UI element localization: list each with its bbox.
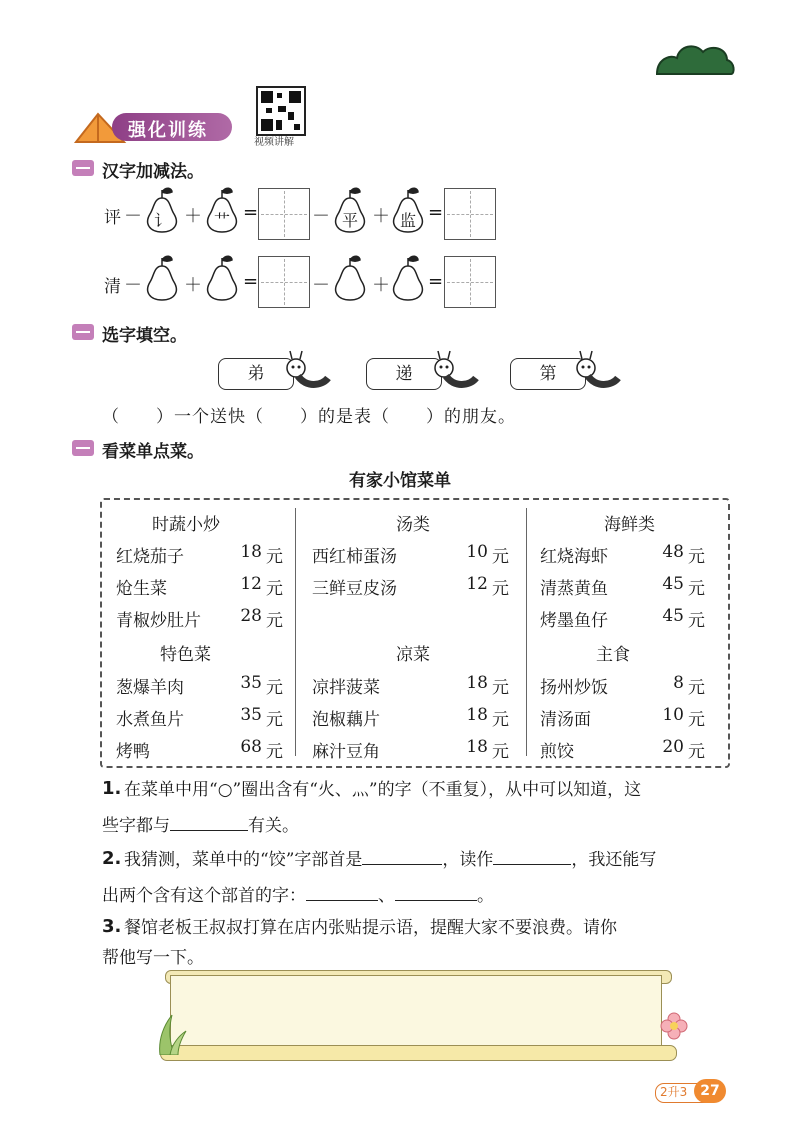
answer-blank[interactable]	[170, 812, 248, 831]
menu-item-price: 68	[240, 737, 262, 757]
menu-heading: 汤类	[396, 515, 430, 535]
qr-code-icon[interactable]	[256, 86, 306, 136]
qr-caption: 视频讲解	[254, 137, 294, 148]
menu-unit: 元	[266, 547, 283, 567]
choice-card[interactable]: 递	[366, 358, 442, 390]
menu-unit: 元	[492, 742, 509, 762]
menu-item-price: 48	[662, 542, 684, 562]
pear-empty[interactable]	[328, 252, 372, 302]
column-divider	[526, 508, 527, 756]
fill-sentence[interactable]: （ ）一个送快（ ）的是表（ ）的朋友。	[102, 407, 516, 427]
bush-decoration-icon	[655, 40, 735, 76]
menu-item-name: 扬州炒饭	[540, 678, 608, 698]
question-number: 1.	[102, 778, 122, 799]
choice-card[interactable]: 弟	[218, 358, 294, 390]
question-2-text-f: 。	[477, 886, 494, 906]
menu-heading: 特色菜	[160, 645, 211, 665]
grass-icon	[150, 1005, 190, 1055]
scroll-bottom-roll	[160, 1045, 677, 1061]
column-divider	[295, 508, 296, 756]
menu-item-price: 35	[240, 673, 262, 693]
pear-empty[interactable]	[140, 252, 184, 302]
menu-item-name: 凉拌菠菜	[312, 678, 380, 698]
answer-blank[interactable]	[306, 882, 378, 901]
menu-item-name: 烤墨鱼仔	[540, 611, 608, 631]
answer-box[interactable]	[258, 256, 310, 308]
menu-item-name: 烤鸭	[116, 742, 150, 762]
menu-item-name: 水煮鱼片	[116, 710, 184, 730]
plus-sign: ＋	[184, 206, 202, 227]
menu-unit: 元	[492, 678, 509, 698]
menu-unit: 元	[688, 710, 705, 730]
menu-item-price: 10	[662, 705, 684, 725]
menu-item-name: 葱爆羊肉	[116, 678, 184, 698]
menu-item-price: 35	[240, 705, 262, 725]
equals-sign: =	[243, 271, 259, 292]
menu-item-name: 炝生菜	[116, 579, 167, 599]
question-2-line-1	[124, 842, 656, 878]
menu-item-name: 红烧茄子	[116, 547, 184, 567]
menu-unit: 元	[266, 611, 283, 631]
menu-item-price: 12	[466, 574, 488, 594]
pear-a-char: 讠	[153, 211, 170, 230]
minus-sign: －	[124, 275, 142, 296]
plus-sign: ＋	[372, 206, 390, 227]
menu-heading: 时蔬小炒	[152, 515, 220, 535]
answer-box[interactable]	[258, 188, 310, 240]
minus-sign: －	[312, 275, 330, 296]
answer-blank[interactable]	[395, 882, 477, 901]
menu-unit: 元	[688, 579, 705, 599]
pear-empty[interactable]	[200, 252, 244, 302]
equals-sign: =	[428, 202, 444, 223]
menu-unit: 元	[266, 710, 283, 730]
menu-item-name: 青椒炒肚片	[116, 611, 201, 631]
minus-sign: －	[312, 206, 330, 227]
question-number: 2.	[102, 848, 122, 869]
page-number: 27	[694, 1079, 726, 1103]
menu-item-price: 12	[240, 574, 262, 594]
menu-item-price: 10	[466, 542, 488, 562]
menu-heading: 海鲜类	[604, 515, 655, 535]
menu-unit: 元	[266, 579, 283, 599]
question-2-line-2	[102, 878, 494, 914]
menu-item-price: 28	[240, 606, 262, 626]
menu-item-name: 红烧海虾	[540, 547, 608, 567]
grade-label: 2升3	[660, 1085, 688, 1099]
menu-item-price: 18	[466, 673, 488, 693]
caterpillar-icon	[430, 348, 480, 390]
question-2-text-c: ，我还能写	[571, 850, 657, 870]
answer-box[interactable]	[444, 256, 496, 308]
choice-card[interactable]: 第	[510, 358, 586, 390]
menu-table	[100, 498, 730, 768]
plus-sign: ＋	[372, 275, 390, 296]
equals-sign: =	[428, 271, 444, 292]
menu-heading: 凉菜	[396, 645, 430, 665]
part1-title: 汉字加减法。	[102, 162, 204, 182]
menu-unit: 元	[688, 742, 705, 762]
menu-item-price: 8	[673, 673, 684, 693]
menu-item-name: 清汤面	[540, 710, 591, 730]
menu-item-name: 麻汁豆角	[312, 742, 380, 762]
menu-unit: 元	[266, 678, 283, 698]
question-1-text-a: 些字都与	[102, 816, 170, 836]
menu-item-name: 煎饺	[540, 742, 574, 762]
pear-empty[interactable]	[386, 252, 430, 302]
question-1-line-1: 在菜单中用“○”圈出含有“火、灬”的字（不重复），从中可以知道，这	[124, 780, 642, 800]
minus-sign: －	[124, 206, 142, 227]
question-1-line-2	[102, 808, 299, 844]
equals-sign: =	[243, 202, 259, 223]
menu-item-name: 三鲜豆皮汤	[312, 579, 397, 599]
menu-item-price: 18	[466, 705, 488, 725]
section-banner-label: 强化训练	[128, 120, 208, 141]
menu-item-name: 泡椒藕片	[312, 710, 380, 730]
menu-unit: 元	[492, 710, 509, 730]
menu-item-price: 45	[662, 606, 684, 626]
section-one-icon	[72, 160, 94, 176]
pear-b-char: 艹	[213, 211, 230, 230]
caterpillar-icon	[572, 348, 622, 390]
pear-d-char: 监	[399, 211, 416, 230]
plus-sign: ＋	[184, 275, 202, 296]
question-3-line-2: 帮他写一下。	[102, 948, 204, 968]
answer-box[interactable]	[444, 188, 496, 240]
row2-start-char: 清	[104, 277, 121, 297]
menu-item-name: 清蒸黄鱼	[540, 579, 608, 599]
menu-unit: 元	[266, 742, 283, 762]
question-2-text-d: 出两个含有这个部首的字：	[102, 886, 306, 906]
answer-blank[interactable]	[362, 846, 442, 865]
part2-title: 选字填空。	[102, 326, 187, 346]
menu-item-price: 20	[662, 737, 684, 757]
menu-item-price: 45	[662, 574, 684, 594]
menu-item-price: 18	[240, 542, 262, 562]
menu-unit: 元	[688, 678, 705, 698]
section-three-icon	[72, 440, 94, 456]
row1-start-char: 评	[104, 208, 121, 228]
question-3-line-1: 餐馆老板王叔叔打算在店内张贴提示语，提醒大家不要浪费。请你	[124, 918, 617, 938]
question-number: 3.	[102, 916, 122, 937]
menu-unit: 元	[688, 547, 705, 567]
menu-unit: 元	[492, 547, 509, 567]
question-2-text-e: 、	[378, 886, 395, 906]
answer-blank[interactable]	[493, 846, 571, 865]
menu-item-name: 西红柿蛋汤	[312, 547, 397, 567]
question-2-text-b: ，读作	[442, 850, 494, 870]
question-1-text-b: 有关。	[248, 816, 299, 836]
menu-title: 有家小馆菜单	[349, 471, 451, 491]
caterpillar-icon	[282, 348, 332, 390]
pear-c-char: 平	[341, 211, 358, 230]
part3-title: 看菜单点菜。	[102, 442, 204, 462]
menu-unit: 元	[688, 611, 705, 631]
menu-heading: 主食	[596, 645, 630, 665]
section-two-icon	[72, 324, 94, 340]
question-2-text-a: 我猜测，菜单中的“饺”字部首是	[124, 850, 363, 870]
menu-unit: 元	[492, 579, 509, 599]
flower-icon	[660, 1012, 688, 1040]
menu-item-price: 18	[466, 737, 488, 757]
